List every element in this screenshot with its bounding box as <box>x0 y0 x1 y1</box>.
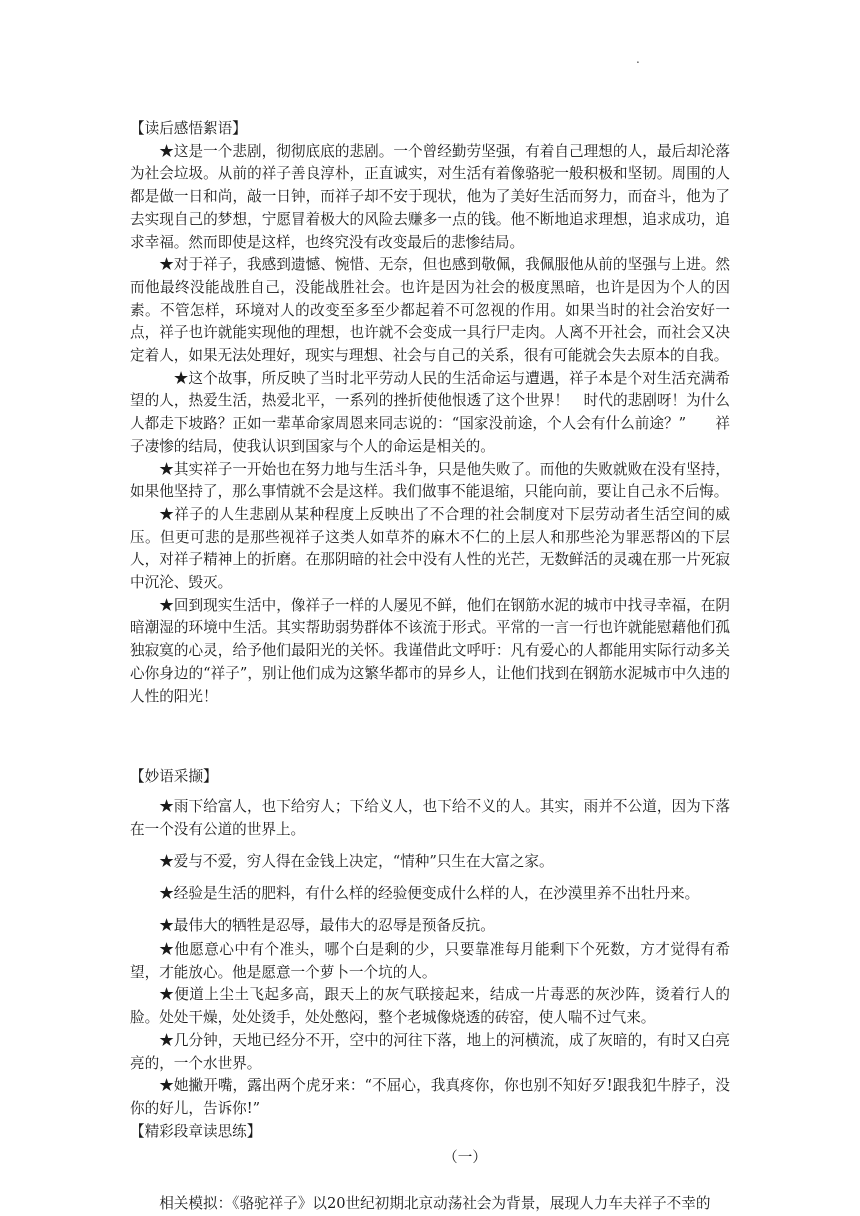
quote-item: ★最伟大的牺牲是忍辱，最伟大的忍辱是预备反抗。 <box>159 916 495 934</box>
section-title-reflections: 【读后感悟絮语】 <box>130 120 247 137</box>
section-spacer <box>130 708 730 766</box>
reflection-paragraph: ★对于祥子，我感到遗憾、惋惜、无奈，但也感到敬佩，我佩服他从前的坚强与上进。然而他最终没能战胜自己，没能战胜社会。也许是因为社会的极度黑暗，也许是因为个人的因素。不管怎样，环境对人的改变至多至少都起着不可忽视的作用。如果当时的社会治安好一点，祥子也许就能实现他的理想，也许就不会变成一具行尸走肉。人离不开社会，而社会又决定着人，如果无法处理好，现实与理想、社会与自己的关系，很有可能就会失去原本的自我。 <box>130 256 730 365</box>
reflection-paragraph: ★祥子的人生悲剧从某种程度上反映出了不合理的社会制度对下层劳动者生活空间的威压。但更可悲的是那些视祥子这类人如草芥的麻木不仁的上层人和那些沦为罪恶帮凶的下层人，对祥子精神上的折磨。在那阴暗的社会中没有人性的光芒，无数鲜活的灵魂在那一片死寂中沉沦、毁灭。 <box>130 505 730 592</box>
section-spacer <box>130 1169 730 1193</box>
quote-item: ★便道上尘土飞起多高，跟天上的灰气联接起来，结成一片毒恶的灰沙阵，烫着行人的脸。处处干燥，处处烫手，处处憋闷，整个老城像烧透的砖窑，使人喘不过气来。 <box>130 986 730 1027</box>
reflection-paragraph: ★其实祥子一开始也在努力地与生活斗争，只是他失败了。而他的失败就败在没有坚持，如果他坚持了，那么事情就不会是这样。我们做事不能退缩，只能向前，要让自己永不后悔。 <box>130 460 730 501</box>
corner-mark: . <box>636 52 640 66</box>
quote-item: ★几分钟，天地已经分不开，空中的河往下落，地上的河横流，成了灰暗的，有时又白亮亮的，一个水世界。 <box>130 1031 730 1072</box>
quote-item: ★经验是生活的肥料，有什么样的经验便变成什么样的人，在沙漠里养不出牡丹来。 <box>159 884 700 902</box>
quote-item: ★爱与不爱，穷人得在金钱上决定，“情种”只生在大富之家。 <box>159 852 554 870</box>
reflection-paragraph: ★这是一个悲剧，彻彻底底的悲剧。一个曾经勤劳坚强，有着自己理想的人，最后却沦落为社会垃圾。从前的祥子善良淳朴，正直诚实，对生活有着像骆驼一般积极和坚韧。周围的人都是做一日和尚，敲一日钟，而祥子却不安于现状，他为了美好生活而努力，而奋斗，他为了去实现自己的梦想，宁愿冒着极大的风险去赚多一点的钱。他不断地追求理想，追求成功，追求幸福。然而即使是这样，也终究没有改变最后的悲惨结局。 <box>130 142 730 251</box>
section-title-quotes: 【妙语采撷】 <box>130 768 218 786</box>
section-subtitle: （一） <box>443 1149 487 1167</box>
quote-item: ★雨下给富人，也下给穷人；下给义人，也下给不义的人。其实，雨并不公道，因为下落在一个没有公道的世界上。 <box>130 797 730 838</box>
section-title-reading: 【精彩段章读思练】 <box>130 1122 262 1140</box>
quote-item: ★她撇开嘴，露出两个虎牙来：“不屈心，我真疼你，你也别不知好歹!跟我犯牛脖子，没你的好儿，告诉你!” <box>130 1077 730 1117</box>
quote-item: ★他愿意心中有个准头，哪个白是剩的少，只要靠准每月能剩下个死数，方才觉得有希望，才能放心。他是愿意一个萝卜一个坑的人。 <box>130 940 730 981</box>
document-page <box>130 118 730 1216</box>
intro-paragraph: 相关模拟：《骆驼祥子》以20世纪初期北京动荡社会为背景，展现人力车夫祥子不幸的 <box>159 1195 711 1213</box>
reflection-paragraph: ★回到现实生活中，像祥子一样的人屡见不鲜，他们在钢筋水泥的城市中找寻幸福，在阴暗潮湿的环境中生活。其实帮助弱势群体不该流于形式。平常的一言一行也许就能慰藉他们孤独寂寞的心灵，给予他们最阳光的关怀。我谨借此文呼吁：凡有爱心的人都能用实际行动多关心你身边的“祥子”，别让他们成为这繁华都市的异乡人，让他们找到在钢筋水泥城市中久违的人性的阳光！ <box>130 596 730 705</box>
reflection-paragraph: ★这个故事，所反映了当时北平劳动人民的生活命运与遭遇，祥子本是个对生活充满希望的人，热爱生活，热爱北平，一系列的挫折使他恨透了这个世界！ 时代的悲剧呀！为什么人都走下坡路？正如一辈革命家周恩来同志说的：“国家没前途，个人会有什么前途？” 祥子凄惨的结局，使我认识到国家与个人的命运是相关的。 <box>130 369 730 455</box>
